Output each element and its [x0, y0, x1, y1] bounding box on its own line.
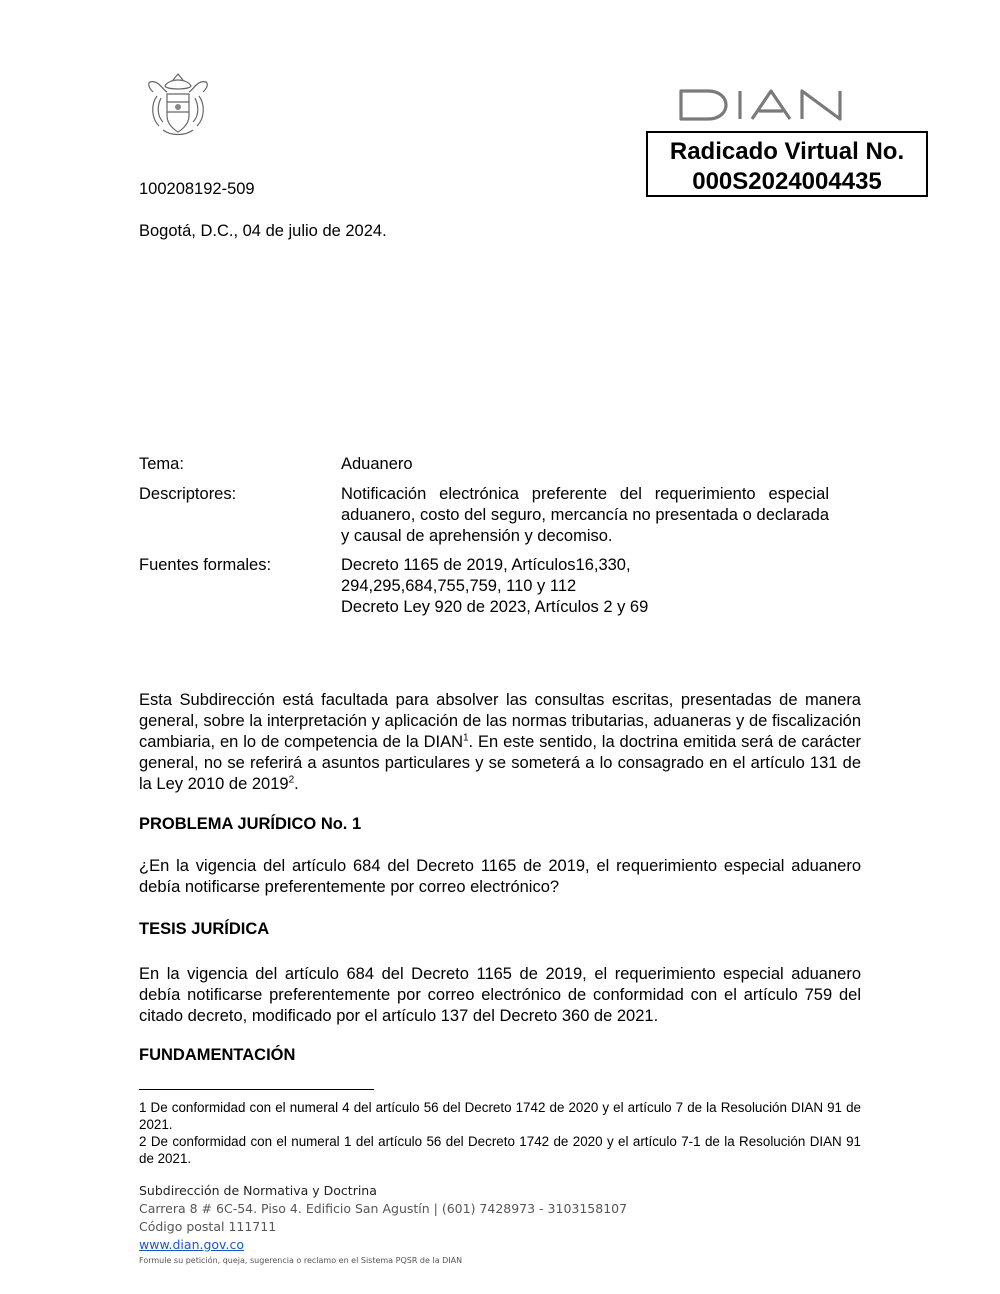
tesis-heading: TESIS JURÍDICA	[139, 920, 270, 938]
footnote-2: 2 De conformidad con el numeral 1 del artículo 56 del Decreto 1742 de 2020 y el artículo 7-1 de la Resolución DIAN 91 de 2021.	[139, 1134, 861, 1166]
footer-postal: Código postal 111711	[139, 1219, 277, 1234]
fuentes-label: Fuentes formales:	[139, 556, 272, 574]
fuentes-value	[341, 555, 829, 618]
footer-pqsr: Formule su petición, queja, sugerencia o reclamo en el Sistema PQSR de la DIAN	[139, 1256, 463, 1265]
footnote-separator	[139, 1089, 374, 1090]
intro-paragraph	[139, 690, 861, 795]
footnote-1: 1 De conformidad con el numeral 4 del artículo 56 del Decreto 1742 de 2020 y el artículo 7 de la Resolución DIAN 91 de 2021.	[139, 1100, 861, 1132]
footer-department: Subdirección de Normativa y Doctrina	[139, 1183, 377, 1198]
descriptores-value: Notificación electrónica preferente del requerimiento especial aduanero, costo del seguro, mercancía no presentada o declarada y causal de aprehensión y decomiso.	[341, 485, 829, 545]
reference-number: 100208192-509	[139, 180, 255, 198]
footnote-ref-2: 2	[288, 774, 295, 786]
radicado-number: 000S2024004435	[692, 168, 882, 195]
fuentes-line: Decreto 1165 de 2019, Artículos16,330,	[341, 556, 631, 574]
dian-logo	[678, 88, 858, 122]
fuentes-line: 294,295,684,755,759, 110 y 112	[341, 577, 577, 595]
footer-website	[139, 1237, 244, 1252]
footer-address: Carrera 8 # 6C-54. Piso 4. Edificio San Agustín | (601) 7428973 - 3103158107	[139, 1201, 628, 1216]
descriptores-label: Descriptores:	[139, 485, 237, 503]
radicado-box	[646, 131, 928, 197]
radicado-label: Radicado Virtual No.	[669, 138, 905, 165]
problema-heading: PROBLEMA JURÍDICO No. 1	[139, 815, 362, 833]
problema-text: ¿En la vigencia del artículo 684 del Decreto 1165 de 2019, el requerimiento especial aduanero debía notificarse preferentemente por correo electrónico?	[139, 857, 861, 896]
coat-of-arms-logo	[143, 72, 213, 138]
intro-text: .	[294, 775, 299, 793]
fuentes-line: Decreto Ley 920 de 2023, Artículos 2 y 69	[341, 598, 649, 616]
website-link[interactable]: www.dian.gov.co	[139, 1237, 244, 1252]
intro-text: Esta Subdirección está facultada para absolver las consultas escritas, presentadas de manera general, sobre la interpretación y aplicación de las normas tributarias, aduaneras y de fiscalización cambiaria, en lo de competencia de la DIAN	[139, 691, 861, 751]
tema-value: Aduanero	[341, 455, 413, 473]
fundamentacion-heading: FUNDAMENTACIÓN	[139, 1046, 296, 1064]
tesis-text: En la vigencia del artículo 684 del Decreto 1165 de 2019, el requerimiento especial aduanero debía notificarse preferentemente por correo electrónico de conformidad con el artículo 759 del citado decreto, modificado por el artículo 137 del Decreto 360 de 2021.	[139, 965, 861, 1025]
intro-text: . En este sentido, la doctrina emitida será de carácter general, no se referirá a asuntos particulares y se someterá a lo consagrado en el artículo 131 de la Ley 2010 de 2019	[139, 733, 861, 793]
tema-label: Tema:	[139, 455, 184, 473]
place-date: Bogotá, D.C., 04 de julio de 2024.	[139, 222, 387, 240]
footnote-ref-1: 1	[462, 732, 469, 744]
